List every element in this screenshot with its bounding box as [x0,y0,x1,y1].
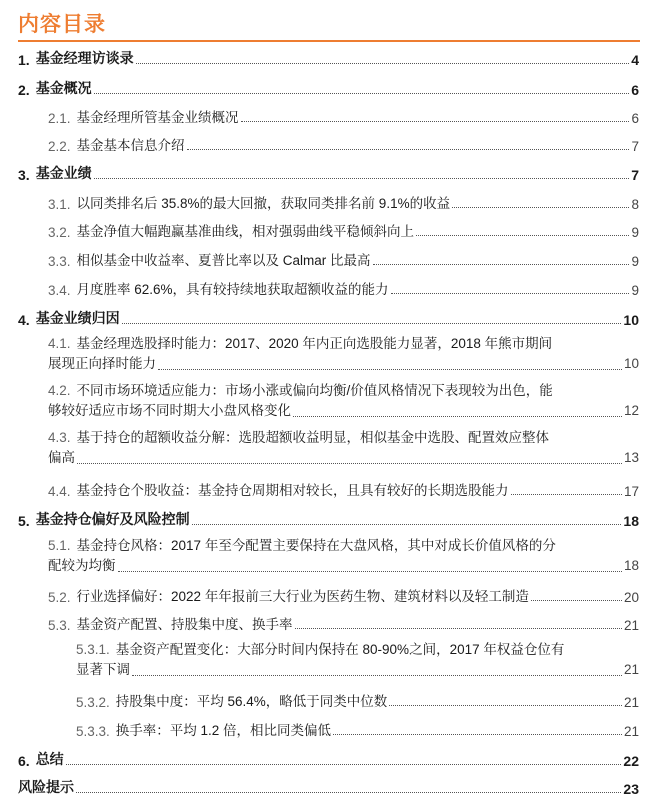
toc-entry-5-3-2[interactable] [76,690,639,710]
toc-entry-text: 基金持仓个股收益：基金持仓周期相对较长，且具有较好的长期选股能力 [76,483,509,498]
dot-leader [416,235,629,236]
toc-entry-page: 23 [623,781,639,797]
toc-entry-number: 2. [18,82,30,98]
toc-entry-page: 8 [631,197,639,212]
toc-entry-page: 9 [631,254,639,269]
toc-entry-number: 3. [18,167,30,183]
toc-entry-text: 基金概况 [35,80,92,96]
toc-entry-number: 5. [18,513,30,529]
toc-entry-number: 3.4. [48,283,71,298]
toc-entry-text-line1: 基于持仓的超额收益分解：选股超额收益明显，相似基金中选股、配置效应整体 [76,430,550,445]
toc-entry-text: 行业选择偏好：2022 年年报前三大行业为医药生物、建筑材料以及轻工制造 [76,589,529,604]
toc-entry-page: 21 [623,662,639,677]
toc-entry-page: 17 [623,484,639,499]
toc-entry-page: 12 [623,403,639,418]
dot-leader [389,705,622,706]
dot-leader [136,63,630,64]
toc-entry-2-2[interactable] [48,134,639,154]
toc-entry-page: 10 [623,356,639,371]
toc-entry-5-3-1[interactable] [76,640,639,680]
dot-leader [77,463,622,464]
toc-entry-5[interactable] [18,509,639,529]
toc-entry-page: 13 [623,450,639,465]
toc-entry-2[interactable] [18,78,639,98]
toc-entry-text: 风险提示 [18,779,74,795]
toc-entry-text-line2: 显著下调 [76,662,130,677]
toc-entry-text-line1: 不同市场环境适应能力：市场小涨或偏向均衡/价值风格情况下表现较为出色，能 [76,383,553,398]
toc-entry-number: 4.2. [48,383,71,398]
dot-leader [293,416,622,417]
dot-leader [76,792,621,793]
toc-entry-text: 基金净值大幅跑赢基准曲线，相对强弱曲线平稳倾斜向上 [76,224,415,239]
toc-entry-page: 21 [623,695,639,710]
toc-entry-text-line1: 基金持仓风格：2017 年至今配置主要保持在大盘风格，其中对成长价值风格的分 [76,538,556,553]
toc-title: 内容目录 [18,13,106,36]
toc-entry-text-line2: 展现正向择时能力 [48,356,156,371]
dot-leader [94,93,630,94]
toc-entry-number: 5.3. [48,618,71,633]
dot-leader [118,571,622,572]
toc-entry-text: 总结 [35,751,64,767]
toc-entry-number: 5.1. [48,538,71,553]
dot-leader [391,293,630,294]
toc-entry-3-2[interactable] [48,220,639,240]
toc-entry-number: 4. [18,312,30,328]
toc-entry-text: 基金资产配置、持股集中度、换手率 [76,617,293,632]
toc-entry-text: 相似基金中收益率、夏普比率以及 Calmar 比最高 [76,253,371,268]
toc-entry-5-2[interactable] [48,585,639,605]
toc-entry-3[interactable] [18,163,639,183]
dot-leader [241,121,630,122]
toc-entry-text: 基金持仓偏好及风险控制 [35,511,190,527]
toc-entry-number: 5.2. [48,590,71,605]
dot-leader [158,369,622,370]
toc-entry-page: 6 [631,82,639,98]
toc-entry-text: 基金经理所管基金业绩概况 [76,110,239,125]
toc-entry-4-3[interactable] [48,428,639,468]
toc-entry-page: 9 [631,283,639,298]
toc-entry-2-1[interactable] [48,106,639,126]
dot-leader [132,675,622,676]
toc-entry-page: 20 [623,590,639,605]
toc-entry-6[interactable] [18,749,639,769]
toc-entry-3-4[interactable] [48,278,639,298]
dot-leader [452,207,629,208]
toc-entry-number: 5.3.3. [76,724,110,739]
toc-entry-number: 5.3.1. [76,642,110,657]
toc-entry-number: 2.2. [48,139,71,154]
dot-leader [192,524,622,525]
toc-entry-page: 18 [623,558,639,573]
toc-entry-number: 3.1. [48,197,71,212]
toc-entry-5-3[interactable] [48,613,639,633]
toc-entry-text-line2: 配较为均衡 [48,558,116,573]
toc-entry-3-1[interactable] [48,192,639,212]
toc-entry-page: 6 [631,111,639,126]
dot-leader [531,600,622,601]
dot-leader [66,764,622,765]
toc-entry-number: 4.4. [48,484,71,499]
toc-entry-text: 基金经理访谈录 [35,50,134,66]
dot-leader [94,178,630,179]
toc-entry-5-3-3[interactable] [76,719,639,739]
toc-entry-1[interactable] [18,48,639,68]
toc-entry-page: 4 [631,52,639,68]
toc-entry-text: 持股集中度：平均 56.4%，略低于同类中位数 [115,694,388,709]
title-divider [18,40,640,42]
toc-entry-4-4[interactable] [48,479,639,499]
toc-entry-number: 2.1. [48,111,71,126]
toc-entry-text: 换手率：平均 1.2 倍，相比同类偏低 [115,723,332,738]
dot-leader [187,149,630,150]
dot-leader [373,264,630,265]
dot-leader [122,323,622,324]
toc-entry-number: 3.2. [48,225,71,240]
dot-leader [511,494,622,495]
toc-entry-text-line2: 偏高 [48,450,75,465]
toc-entry-5-1[interactable] [48,536,639,576]
toc-entry-number: 5.3.2. [76,695,110,710]
toc-entry-number: 6. [18,753,30,769]
toc-entry-risk[interactable] [18,777,639,797]
toc-entry-text-line2: 够较好适应市场不同时期大小盘风格变化 [48,403,291,418]
toc-entry-number: 4.1. [48,336,71,351]
toc-entry-4[interactable] [18,308,639,328]
dot-leader [295,628,622,629]
dot-leader [333,734,622,735]
toc-entry-4-2[interactable] [48,381,639,421]
toc-entry-page: 10 [623,312,639,328]
toc-entry-text-line1: 基金资产配置变化：大部分时间内保持在 80-90%之间，2017 年权益仓位有 [115,642,565,657]
toc-entry-4-1[interactable] [48,334,639,374]
toc-entry-page: 9 [631,225,639,240]
toc-entry-3-3[interactable] [48,249,639,269]
toc-entry-page: 21 [623,724,639,739]
toc-entry-number: 4.3. [48,430,71,445]
toc-entry-text-line1: 基金经理选股择时能力：2017、2020 年内正向选股能力显著，2018 年熊市期间 [76,336,553,351]
toc-entry-text: 基金业绩归因 [35,310,120,326]
toc-entry-text: 以同类排名后 35.8%的最大回撤，获取同类排名前 9.1%的收益 [76,196,451,211]
toc-entry-number: 1. [18,52,30,68]
toc-entry-page: 7 [631,167,639,183]
toc-entry-text: 月度胜率 62.6%，具有较持续地获取超额收益的能力 [76,282,389,297]
toc-entry-page: 21 [623,618,639,633]
toc-entry-text: 基金基本信息介绍 [76,138,185,153]
toc-entry-text: 基金业绩 [35,165,92,181]
toc-entry-page: 18 [623,513,639,529]
toc-entry-number: 3.3. [48,254,71,269]
toc-entry-page: 7 [631,139,639,154]
toc-entry-page: 22 [623,753,639,769]
